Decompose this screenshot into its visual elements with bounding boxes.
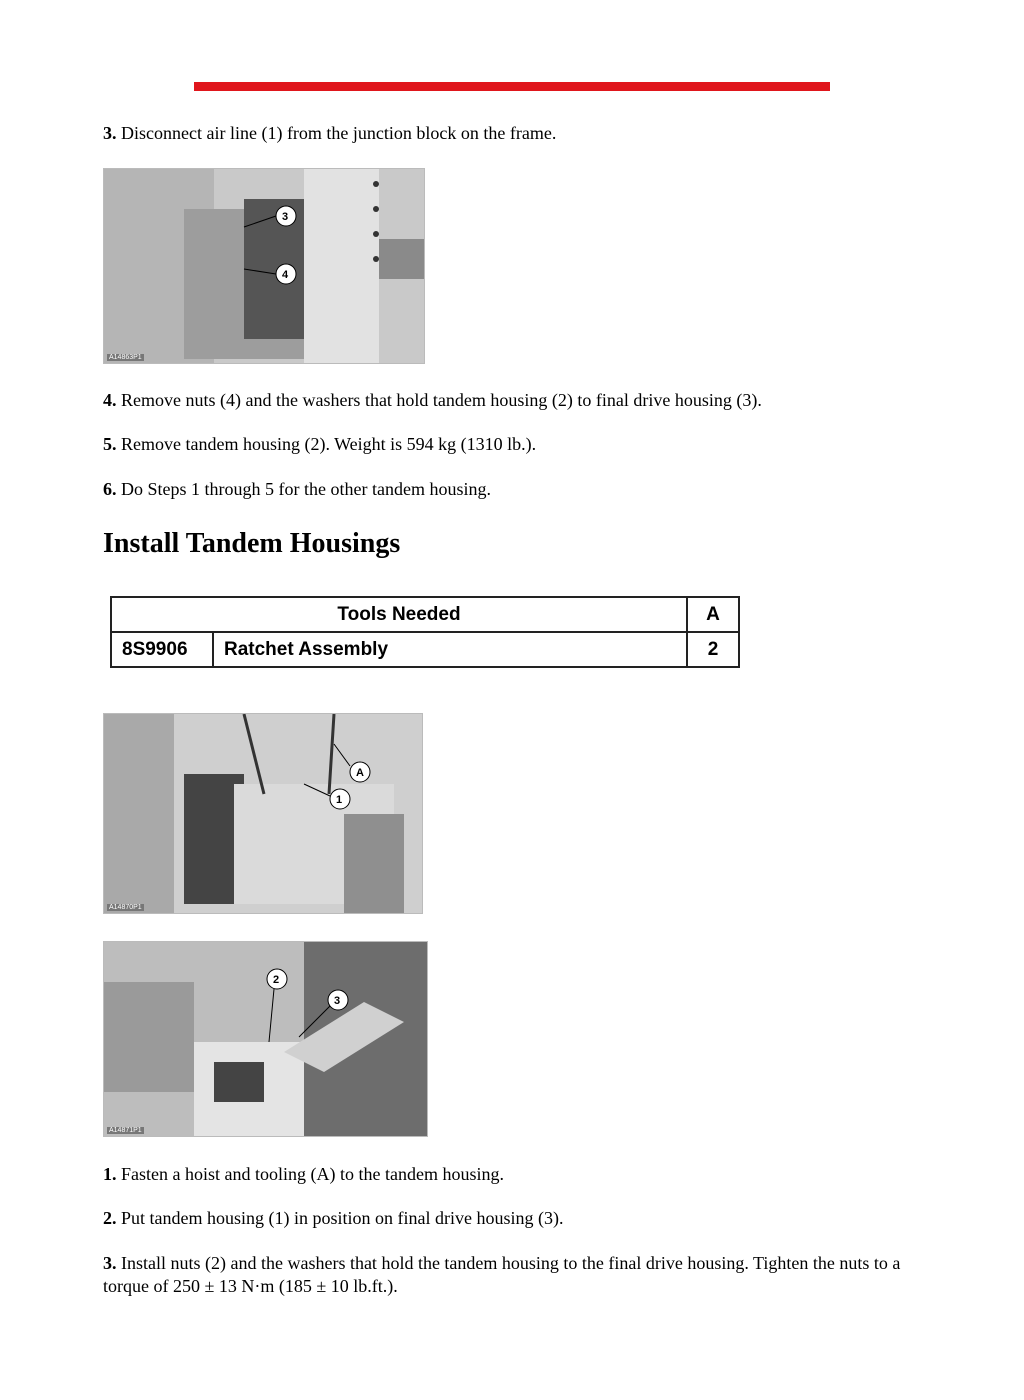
photo2-callout-1: 1 [336,794,343,806]
table-row [111,632,739,667]
column-a-header: A [687,597,739,632]
photo-final-drive [103,941,428,1137]
step-remove-3: 3. Disconnect air line (1) from the junction block on the frame. [103,123,557,143]
part-quantity: 2 [687,632,739,667]
table-header-row [111,597,739,632]
tools-needed-table [110,596,740,674]
step-remove-5: 5. Remove tandem housing (2). Weight is 594 kg (1310 lb.). [103,434,537,454]
step-install-3: 3. Install nuts (2) and the washers that hold the tandem housing to the final drive housing. Tighten the nuts to a torque of 250 ± 13 N·m (185 ± 10 lb.ft.). [103,1253,901,1296]
step-remove-4: 4. Remove nuts (4) and the washers that hold tandem housing (2) to final drive housing (3). [103,390,762,410]
part-name: Ratchet Assembly [213,632,687,667]
photo3-callout-2: 2 [273,974,280,986]
part-number: 8S9906 [111,632,213,667]
photo-caption: A14871P1 [109,1127,142,1134]
photo3-callout-3: 3 [334,995,341,1007]
step-install-2: 2. Put tandem housing (1) in position on final drive housing (3). [103,1208,564,1228]
step-remove-6: 6. Do Steps 1 through 5 for the other tandem housing. [103,479,491,499]
photo1-callout-4: 4 [282,269,289,281]
section-title: Install Tandem Housings [103,528,401,559]
header-red-bar [194,82,830,91]
photo2-callout-a: A [356,767,364,779]
photo-caption: A14863P1 [109,354,142,361]
tools-needed-header: Tools Needed [111,597,687,632]
step-install-1: 1. Fasten a hoist and tooling (A) to the tandem housing. [103,1164,504,1184]
photo-caption: A14870P1 [109,904,142,911]
photo1-callout-3: 3 [282,211,289,223]
photo-junction-block [103,168,425,364]
photo-hoist-tooling [103,713,423,914]
